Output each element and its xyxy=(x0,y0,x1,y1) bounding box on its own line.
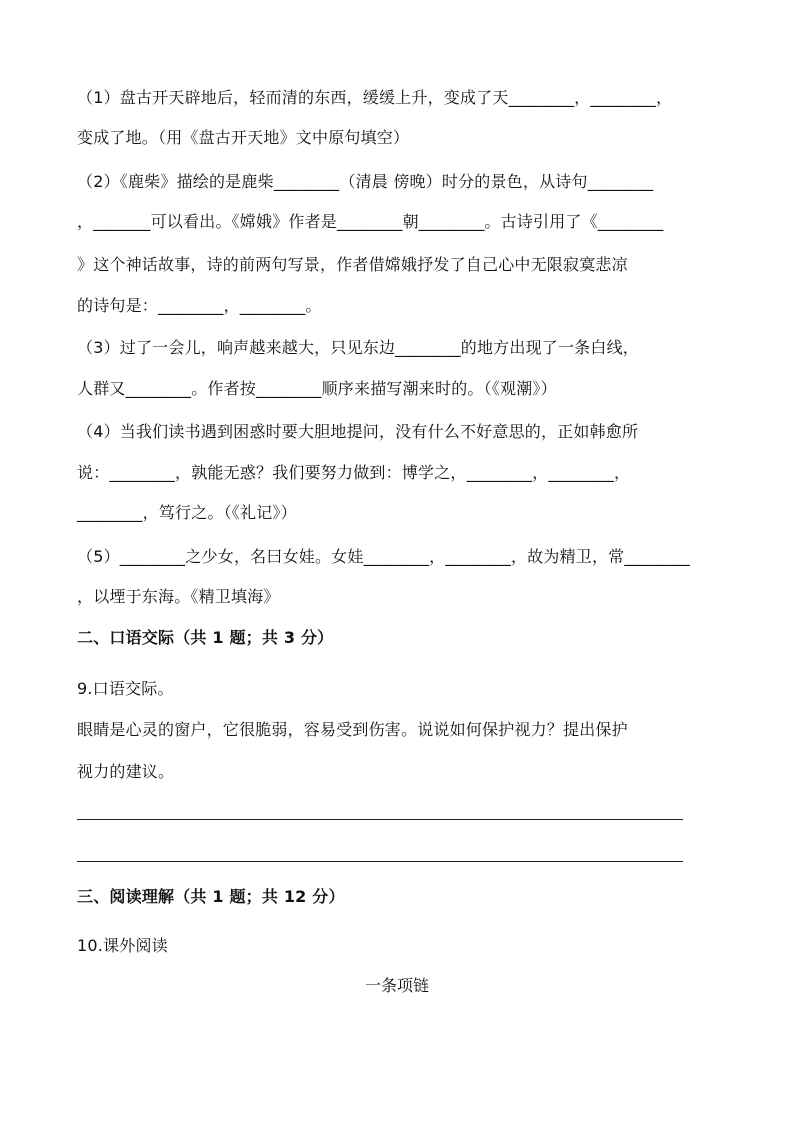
q8-2-line3: 》这个神话故事，诗的前两句写景，作者借嫦娥抒发了自己心中无限寂寞悲凉 xyxy=(77,255,628,274)
q9-prompt-line1: 眼睛是心灵的窗户，它很脆弱，容易受到伤害。说说如何保护视力？提出保护 xyxy=(77,720,628,739)
q8-5-line2: ，以堙于东海。《精卫填海》 xyxy=(77,587,280,606)
q8-1-line1: （1）盘古开天辟地后，轻而清的东西，缓缓上升，变成了天________，________， xyxy=(77,88,673,107)
q8-4-line1: （4）当我们读书遇到困惑时要大胆地提问，没有什么不好意思的，正如韩愈所 xyxy=(77,422,639,441)
answer-line-2 xyxy=(77,861,683,862)
answer-line-1 xyxy=(77,819,683,820)
q9-title: 9.口语交际。 xyxy=(77,679,174,698)
section2-heading: 二、口语交际（共 1 题；共 3 分） xyxy=(77,628,334,647)
q10-title: 10.课外阅读 xyxy=(77,936,168,955)
section3-heading: 三、阅读理解（共 1 题；共 12 分） xyxy=(77,887,345,906)
q9-prompt-line2: 视力的建议。 xyxy=(77,762,175,781)
q8-2-line2: ，_______可以看出。《嫦娥》作者是________朝________。古诗引用了《________ xyxy=(77,212,664,231)
q8-3-line1: （3）过了一会儿，响声越来越大，只见东边________的地方出现了一条白线， xyxy=(77,338,639,357)
q8-5-line1: （5）________之少女，名曰女娃。女娃________，________，故为精卫，常________ xyxy=(77,547,690,566)
q8-2-line4: 的诗句是：________，________。 xyxy=(77,296,322,315)
passage-title: 一条项链 xyxy=(364,976,429,995)
q8-2-line1: （2）《鹿柴》描绘的是鹿柴________（清晨 傍晚）时分的景色，从诗句________ xyxy=(77,172,654,191)
q8-1-line2: 变成了地。（用《盘古开天地》文中原句填空） xyxy=(77,128,410,147)
q8-3-line2: 人群又________。作者按________顺序来描写潮来时的。（《观潮》） xyxy=(77,379,557,398)
q8-4-line2: 说：________，孰能无惑？我们要努力做到：博学之，________，________， xyxy=(77,463,631,482)
q8-4-line3: ________，笃行之。（《礼记》） xyxy=(77,503,297,522)
